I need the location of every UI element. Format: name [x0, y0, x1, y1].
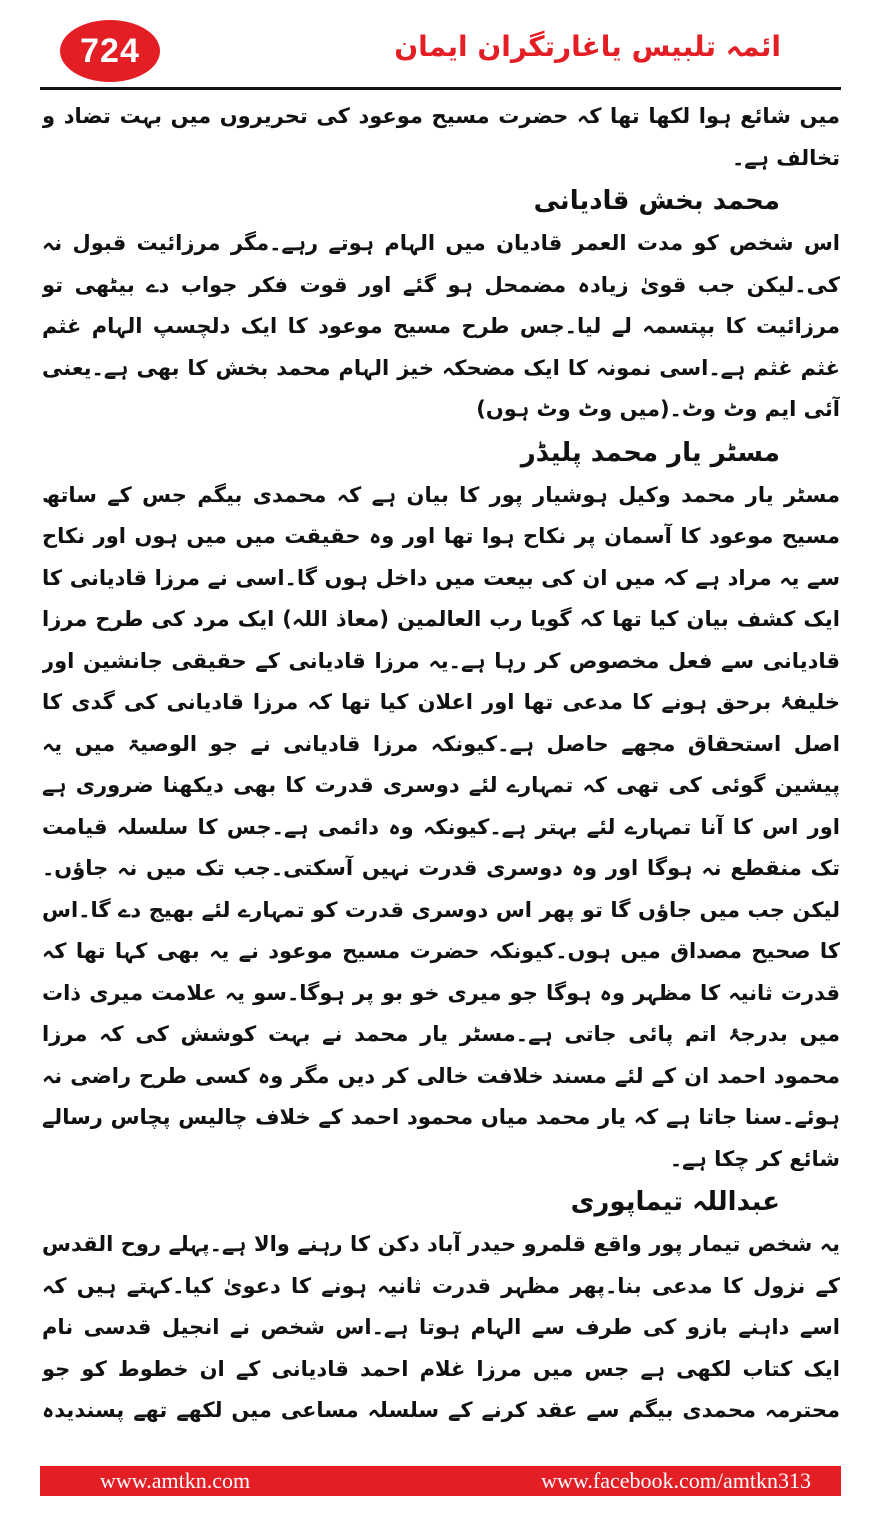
page-number-badge: 724 — [60, 20, 160, 82]
header-divider — [40, 87, 841, 90]
page-header — [40, 14, 841, 86]
website-link[interactable]: www.amtkn.com — [100, 1468, 251, 1493]
section-text-abdullah: یہ شخص تیمار پور واقع قلمرو حیدر آباد دکن کا رہنے والا ہے۔پہلے روح القدس کے نزول کا مدعی بنا۔پھر مظہر قدرت ثانیہ ہونے کا دعویٰ کیا۔کہتے ہیں کہ اسے داہنے بازو کی طرف سے الہام ہوتا ہے۔اس شخص نے انجیل قدسی نام ایک کتاب لکھی ہے جس میں مرزا غلام احمد قادیانی کے ان خطوط کو جو محترمہ محمدی بیگم سے عقد کرنے کے سلسلہ مساعی میں لکھے تھے پسندیدہ — [42, 1232, 840, 1422]
facebook-link[interactable]: www.facebook.com/amtkn313 — [541, 1468, 811, 1493]
section-heading-yar-muhammad: مسٹر یار محمد پلیڈر — [520, 437, 780, 468]
book-title: ائمہ تلبیس یاغارتگران ایمان — [394, 30, 781, 63]
page-body — [42, 96, 840, 1436]
section-text-muhammad-bakhsh: اس شخص کو مدت العمر قادیان میں الہام ہوتے رہے۔مگر مرزائیت قبول نہ کی۔لیکن جب قویٰ زیادہ مضمحل ہو گئے اور قوت فکر جواب دے بیٹھی تو مرزائیت کا بپتسمہ لے لیا۔جس طرح مسیح موعود کا ایک دلچسپ الہام غثم غثم غثم ہے۔اسی نمونہ کا ایک مضحکہ خیز الہام محمد بخش کا بھی ہے۔یعنی آئی ایم وٹ وٹ۔(میں وٹ وٹ ہوں) — [42, 231, 840, 421]
section-text-yar-muhammad: مسٹر یار محمد وکیل ہوشیار پور کا بیان ہے کہ محمدی بیگم جس کے ساتھ مسیح موعود کا آسمان پر نکاح ہوا تھا اور وہ حقیقت میں میں ہوں اور نکاح سے یہ مراد ہے کہ میں ان کی بیعت میں داخل ہوں گا۔اسی نے مرزا قادیانی کا ایک کشف بیان کیا تھا کہ گویا رب العالمین (معاذ اللہ) ایک مرد کی طرح مرزا قادیانی سے فعل مخصوص کر رہا ہے۔یہ مرزا قادیانی کے حقیقی جانشین اور خلیفۂ برحق ہونے کا مدعی تھا اور اعلان کیا تھا کہ مرزا قادیانی کی گدی کا اصل استحقاق مجھے حاصل ہے۔کیونکہ مرزا قادیانی نے جو الوصیۃ میں یہ پیشین گوئی کی تھی کہ تمہارے لئے دوسری قدرت کا بھی دیکھنا ضروری ہے اور اس کا آنا تمہارے لئے بہتر ہے۔کیونکہ وہ دائمی ہے۔جس کا سلسلہ قیامت تک منقطع نہ ہوگا اور وہ دوسری قدرت نہیں آسکتی۔جب تک میں نہ جاؤں۔لیکن جب میں جاؤں گا تو پھر اس دوسری قدرت کو تمہارے لئے بھیج دے گا۔اس کا صحیح مصداق میں ہوں۔کیونکہ حضرت مسیح موعود نے یہ بھی کہا تھا کہ قدرت ثانیہ کا مظہر وہ ہوگا جو میری خو بو پر ہوگا۔سو یہ علامت میری ذات میں بدرجۂ اتم پائی جاتی ہے۔مسٹر یار محمد نے بہت کوشش کی کہ مرزا محمود احمد ان کے لئے مسند خلافت خالی کر دیں مگر وہ کسی طرح راضی نہ ہوئے۔سنا جاتا ہے کہ یار محمد میاں محمود احمد کے خلاف چالیس پچاس رسالے شائع کر چکا ہے۔ — [42, 482, 840, 1171]
page-footer — [40, 1466, 841, 1496]
section-heading-abdullah: عبداللہ تیماپوری — [570, 1187, 780, 1217]
section-heading-muhammad-bakhsh: محمد بخش قادیانی — [533, 186, 780, 216]
opening-paragraph: میں شائع ہوا لکھا تھا کہ حضرت مسیح موعود کی تحریروں میں بہت تضاد و تخالف ہے۔ — [42, 104, 840, 170]
